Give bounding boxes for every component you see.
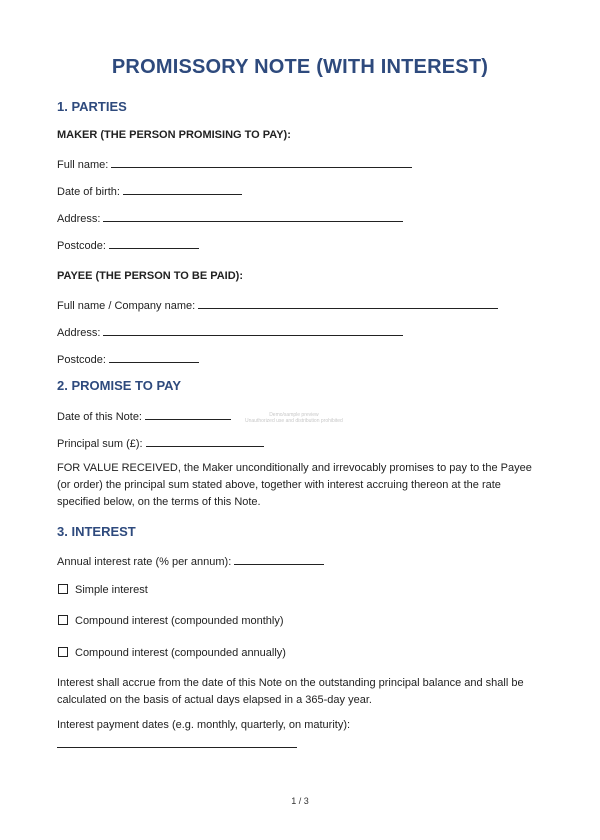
option-compound-annually[interactable] [58, 647, 286, 659]
document-title: PROMISSORY NOTE (WITH INTEREST) [111, 56, 489, 78]
payee-postcode-label: Postcode: [57, 354, 106, 366]
maker-heading: MAKER (THE PERSON PROMISING TO PAY): [57, 129, 291, 141]
maker-postcode-label: Postcode: [57, 240, 106, 252]
maker-postcode-field[interactable] [57, 237, 199, 252]
section-heading-parties: 1. PARTIES [57, 99, 127, 114]
interest-rate-label: Annual interest rate (% per annum): [57, 556, 232, 568]
note-date-label: Date of this Note: [57, 411, 142, 423]
checkbox-icon[interactable] [58, 615, 68, 625]
maker-full-name-field[interactable] [57, 156, 412, 171]
payee-address-label: Address: [57, 327, 101, 339]
maker-address-label: Address: [57, 213, 101, 225]
maker-full-name-blank[interactable] [111, 156, 412, 168]
interest-rate-blank[interactable] [234, 553, 324, 565]
maker-postcode-blank[interactable] [109, 237, 199, 249]
maker-address-blank[interactable] [103, 210, 403, 222]
interest-rate-field[interactable] [57, 553, 324, 568]
payee-full-name-field[interactable] [57, 297, 498, 312]
principal-sum-label: Principal sum (£): [57, 438, 143, 450]
principal-sum-field[interactable] [57, 435, 264, 450]
section-heading-promise: 2. PROMISE TO PAY [57, 378, 182, 393]
maker-dob-label: Date of birth: [57, 186, 120, 198]
promise-paragraph: FOR VALUE RECEIVED, the Maker unconditionally and irrevocably promises to pay to the Payee (or order) the principal sum stated above, together with interest accruing thereon at the rate specified below, on the terms of this Note. [57, 462, 532, 508]
principal-sum-blank[interactable] [146, 435, 264, 447]
payment-dates-label: Interest payment dates (e.g. monthly, quarterly, on maturity): [57, 719, 351, 731]
watermark-text: Demo/sample preview Unauthorized use and distribution prohibited [245, 412, 343, 424]
checkbox-icon[interactable] [58, 584, 68, 594]
section-heading-interest: 3. INTEREST [57, 524, 136, 539]
note-date-field[interactable] [57, 408, 231, 423]
interest-paragraph: Interest shall accrue from the date of this Note on the outstanding principal balance and shall be calculated on the basis of actual days elapsed in a 365-day year. [57, 677, 524, 706]
payee-address-field[interactable] [57, 324, 403, 339]
payment-dates-field[interactable] [57, 736, 297, 751]
note-date-blank[interactable] [145, 408, 231, 420]
payee-postcode-blank[interactable] [109, 351, 199, 363]
option-compound-monthly[interactable] [58, 615, 284, 627]
payee-address-blank[interactable] [103, 324, 403, 336]
checkbox-icon[interactable] [58, 647, 68, 657]
payee-full-name-blank[interactable] [198, 297, 498, 309]
maker-address-field[interactable] [57, 210, 403, 225]
page-number: 1 / 3 [291, 796, 309, 806]
option-simple-interest[interactable] [58, 584, 148, 596]
option-label: Simple interest [75, 584, 148, 596]
maker-dob-field[interactable] [57, 183, 242, 198]
payee-postcode-field[interactable] [57, 351, 199, 366]
option-label: Compound interest (compounded monthly) [75, 615, 284, 627]
payee-heading: PAYEE (THE PERSON TO BE PAID): [57, 270, 244, 282]
payee-full-name-label: Full name / Company name: [57, 300, 196, 312]
payment-dates-blank[interactable] [57, 736, 297, 748]
maker-dob-blank[interactable] [123, 183, 242, 195]
maker-full-name-label: Full name: [57, 159, 109, 171]
option-label: Compound interest (compounded annually) [75, 647, 286, 659]
